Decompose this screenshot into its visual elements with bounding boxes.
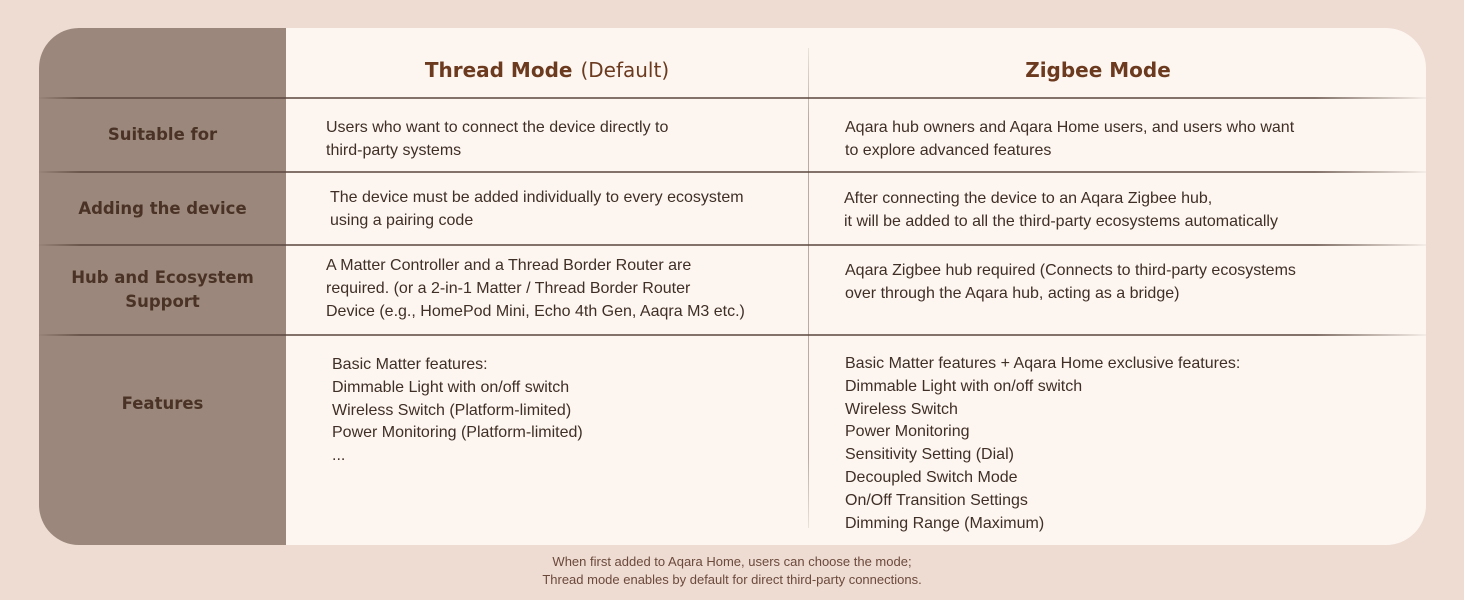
row-label-text: Suitable for [107,125,218,144]
cell-line: ... [332,447,346,465]
row-label-adding-device [39,173,286,244]
cell-line: it will be added to all the third-party ecosystems automatically [844,212,1278,230]
cell-line: Users who want to connect the device directly to [326,119,669,136]
zigbee-mode-header [809,52,1387,88]
cell-line: Wireless Switch (Platform-limited) [332,401,572,419]
footnote-line: Thread mode enables by default for direct third-party connections. [542,572,922,587]
zigbee-suitable-for-cell [845,117,1294,163]
zigbee-adding-device-cell [844,188,1278,234]
cell-line: to explore advanced features [845,141,1052,159]
cell-line: Power Monitoring (Platform-limited) [332,424,583,442]
cell-line: Dimmable Light with on/off switch [332,378,570,396]
cell-line: Aqara hub owners and Aqara Home users, and users who want [845,119,1295,136]
zigbee-hub-support-cell [845,260,1296,306]
footnote [0,553,1464,589]
cell-line: The device must be added individually to every ecosystem [330,189,744,206]
cell-line: A Matter Controller and a Thread Border Router are [326,257,692,274]
row-label-text: Adding the device [78,198,247,218]
column-divider [808,48,809,528]
zigbee-mode-title: Zigbee Mode [1025,58,1171,82]
thread-hub-support-cell [326,255,745,323]
thread-adding-device-cell [330,187,744,233]
thread-mode-header [286,52,808,88]
cell-line: third-party systems [326,141,462,159]
thread-mode-title: Thread Mode [424,58,573,82]
cell-line: using a pairing code [330,211,474,229]
cell-line: On/Off Transition Settings [845,491,1028,509]
row-label-suitable-for [39,99,286,171]
comparison-table [39,28,1426,545]
cell-line: Sensitivity Setting (Dial) [845,446,1014,464]
cell-line: After connecting the device to an Aqara Zigbee hub, [844,190,1213,207]
cell-line: over through the Aqara hub, acting as a bridge) [845,284,1180,302]
row-label-features [39,336,286,471]
row-label-text: Hub and Ecosystem [71,268,254,287]
row-label-hub-support [39,246,286,334]
cell-line: Wireless Switch [845,400,958,418]
cell-line: Dimming Range (Maximum) [845,514,1045,532]
thread-mode-default-tag: (Default) [580,58,670,82]
cell-line: Basic Matter features: [332,356,488,373]
cell-line: Decoupled Switch Mode [845,468,1018,486]
zigbee-features-cell [845,353,1240,535]
cell-line: Aqara Zigbee hub required (Connects to third-party ecosystems [845,262,1296,279]
cell-line: required. (or a 2-in-1 Matter / Thread Border Router [326,279,691,297]
row-label-text: Features [121,393,204,413]
thread-features-cell [332,354,583,468]
cell-line: Power Monitoring [845,423,970,441]
cell-line: Device (e.g., HomePod Mini, Echo 4th Gen, Aaqra M3 etc.) [326,302,745,320]
row-label-text: Support [125,292,200,311]
cell-line: Basic Matter features + Aqara Home exclusive features: [845,355,1241,372]
cell-line: Dimmable Light with on/off switch [845,377,1083,395]
footnote-line: When first added to Aqara Home, users can choose the mode; [552,554,912,569]
thread-suitable-for-cell [326,117,668,163]
